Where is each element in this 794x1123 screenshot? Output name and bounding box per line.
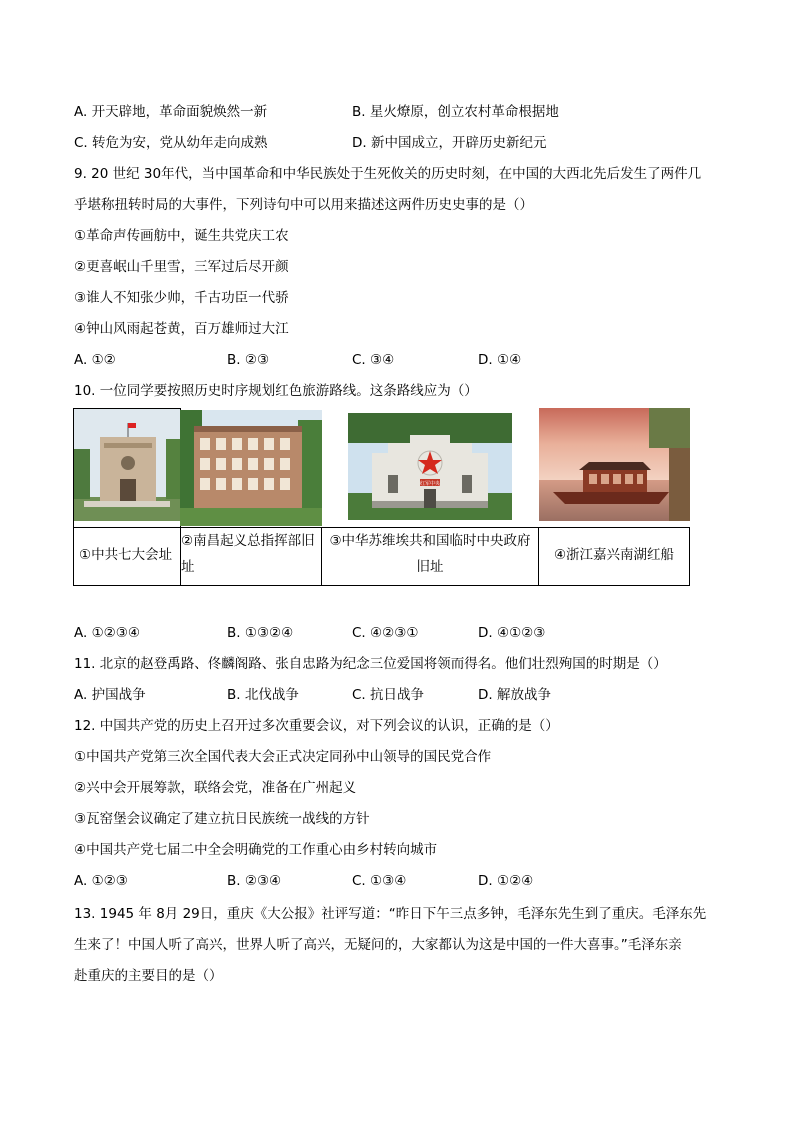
q8-option-c: C. 转危为安，党从幼年走向成熟 bbox=[74, 135, 268, 151]
q9-item-1: ①革命声传画舫中，诞生共党庆工农 bbox=[74, 228, 289, 244]
q9-option-b: B. ②③ bbox=[227, 352, 270, 368]
q9-option-a: A. ①② bbox=[74, 352, 116, 368]
q13-stem-line2: 生来了！中国人听了高兴，世界人听了高兴，无疑问的，大家都认为这是中国的一件大喜事。”毛泽东亲 bbox=[74, 937, 682, 953]
q12-option-a: A. ①②③ bbox=[74, 873, 128, 889]
q13-stem-line3: 赴重庆的主要目的是（） bbox=[74, 968, 223, 984]
q11-stem: 11. 北京的赵登禹路、佟麟阁路、张自忠路为纪念三位爱国将领而得名。他们壮烈殉国的时期是（） bbox=[74, 656, 667, 672]
caption-nanhu-red-boat: ④浙江嘉兴南湖红船 bbox=[553, 547, 675, 563]
q12-item-2: ②兴中会开展筹款，联络会党，准备在广州起义 bbox=[74, 780, 357, 796]
photo-nanchang-hq bbox=[180, 410, 322, 526]
q9-item-4: ④钟山风雨起苍黄，百万雄师过大江 bbox=[74, 321, 289, 337]
q9-item-3: ③谁人不知张少帅，千古功臣一代骄 bbox=[74, 290, 289, 306]
q8-option-d: D. 新中国成立，开辟历史新纪元 bbox=[352, 135, 547, 151]
q12-option-d: D. ①②④ bbox=[478, 873, 534, 889]
q10-option-c: C. ④②③① bbox=[352, 625, 419, 641]
q9-option-d: D. ①④ bbox=[478, 352, 522, 368]
photo-sign-text: 红军中央 bbox=[419, 481, 441, 487]
q9-stem-line2: 乎堪称扭转时局的大事件，下列诗句中可以用来描述这两件历史史事的是（） bbox=[74, 197, 533, 213]
q12-item-4: ④中国共产党七届二中全会明确党的工作重心由乡村转向城市 bbox=[74, 842, 438, 858]
q10-option-a: A. ①②③④ bbox=[74, 625, 140, 641]
q11-option-c: C. 抗日战争 bbox=[352, 687, 425, 703]
q11-option-d: D. 解放战争 bbox=[478, 687, 551, 703]
caption-nanchang-hq: ②南昌起义总指挥部旧址 bbox=[181, 533, 315, 575]
q12-item-3: ③瓦窑堡会议确定了建立抗日民族统一战线的方针 bbox=[74, 811, 370, 827]
q12-option-c: C. ①③④ bbox=[352, 873, 407, 889]
q10-option-d: D. ④①②③ bbox=[478, 625, 546, 641]
q12-stem: 12. 中国共产党的历史上召开过多次重要会议，对下列会议的认识，正确的是（） bbox=[74, 718, 559, 734]
q11-option-b: B. 北伐战争 bbox=[227, 687, 299, 703]
photo-soviet-government bbox=[348, 413, 512, 520]
q12-option-b: B. ②③④ bbox=[227, 873, 282, 889]
q10-stem: 10. 一位同学要按照历史时序规划红色旅游路线。这条路线应为（） bbox=[74, 383, 478, 399]
photo-nanhu-red-boat bbox=[539, 408, 690, 521]
caption-soviet-government: ③中华苏维埃共和国临时中央政府旧址 bbox=[329, 533, 531, 575]
q13-stem-line1: 13. 1945 年 8月 29日，重庆《大公报》社评写道：“昨日下午三点多钟，毛泽东先生到了重庆。毛泽东先 bbox=[74, 906, 707, 922]
q8-option-a: A. 开天辟地，革命面貌焕然一新 bbox=[74, 104, 268, 120]
q11-option-a: A. 护国战争 bbox=[74, 687, 146, 703]
q10-photo-table bbox=[73, 408, 690, 586]
q8-option-b: B. 星火燎原，创立农村革命根据地 bbox=[352, 104, 559, 120]
q9-item-2: ②更喜岷山千里雪，三军过后尽开颜 bbox=[74, 259, 289, 275]
caption-qida-site: ①中共七大会址 bbox=[79, 547, 173, 563]
q9-stem-line1: 9. 20 世纪 30年代，当中国革命和中华民族处于生死攸关的历史时刻，在中国的大西北先后发生了两件几 bbox=[74, 166, 702, 182]
q10-option-b: B. ①③②④ bbox=[227, 625, 294, 641]
q12-item-1: ①中国共产党第三次全国代表大会正式决定同孙中山领导的国民党合作 bbox=[74, 749, 492, 765]
photo-qida-site bbox=[74, 409, 180, 521]
q9-option-c: C. ③④ bbox=[352, 352, 395, 368]
